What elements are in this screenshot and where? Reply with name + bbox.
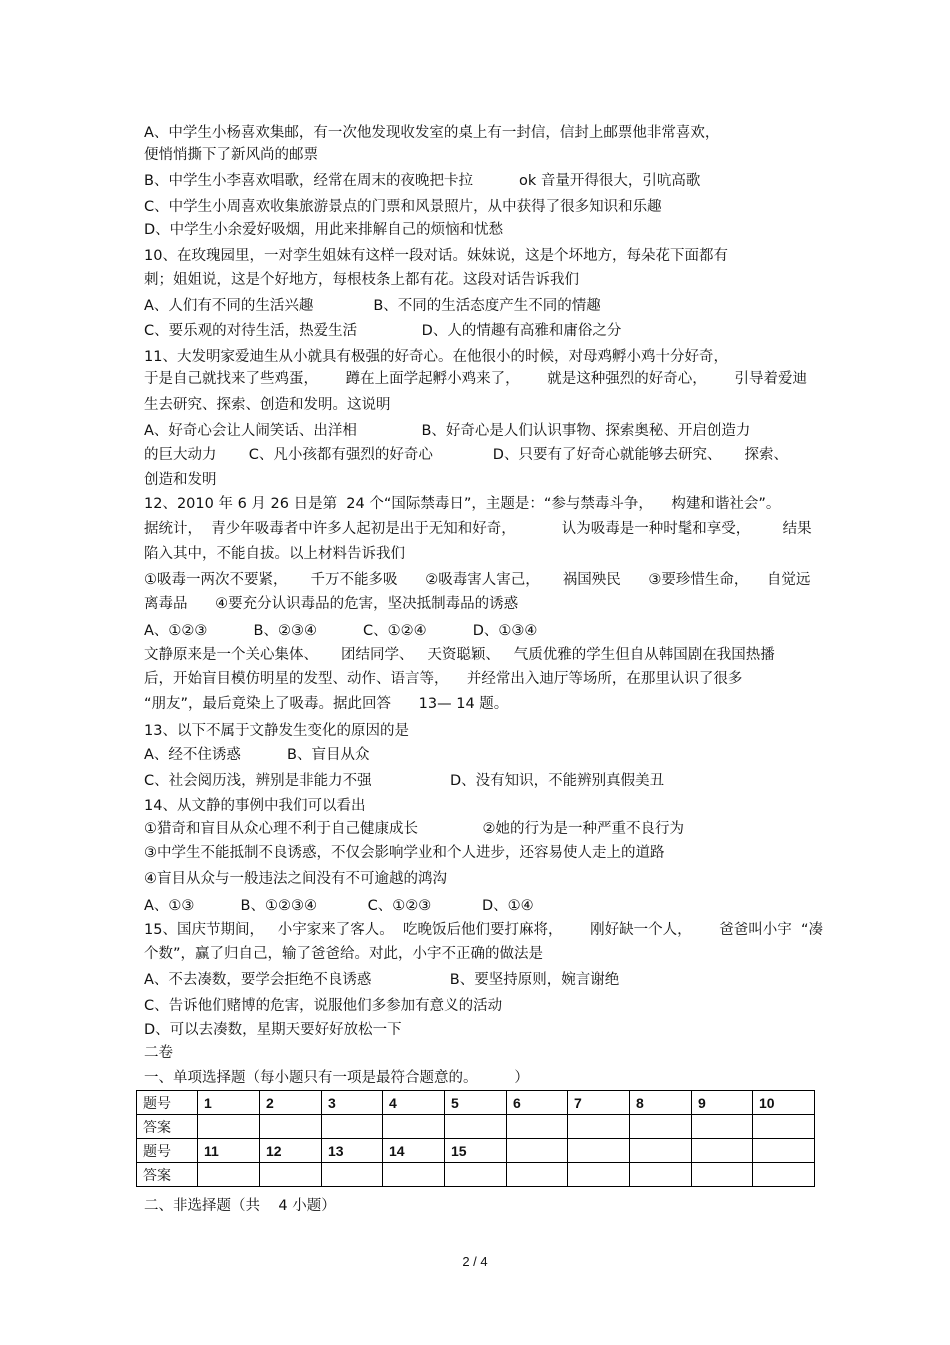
- table-row: [137, 1091, 815, 1115]
- table-cell: [260, 1115, 322, 1139]
- table-cell: 3: [322, 1091, 383, 1115]
- text-line: ④盲目从众与一般违法之间没有不可逾越的鸿沟: [144, 871, 447, 887]
- text-line: 生去研究、探索、创造和发明。这说明: [144, 397, 391, 413]
- text-line: D、可以去凑数，星期天要好好放松一下: [144, 1022, 402, 1038]
- text-line: A、人们有不同的生活兴趣 B、不同的生活态度产生不同的情趣: [144, 298, 601, 314]
- table-cell: 14: [383, 1139, 445, 1163]
- table-cell: [383, 1115, 445, 1139]
- text-line: A、不去凑数，要学会拒绝不良诱惑 B、要坚持原则，婉言谢绝: [144, 972, 620, 988]
- text-line: B、中学生小李喜欢唱歌，经常在周末的夜晚把卡拉 ok 音量开得很大，引吭高歌: [144, 173, 701, 189]
- text-line: A、①③ B、①②③④ C、①②③ D、①④: [144, 898, 534, 914]
- table-cell: [322, 1115, 383, 1139]
- text-line: C、告诉他们赌博的危害，说服他们多参加有意义的活动: [144, 998, 503, 1014]
- text-line: 的巨大动力 C、凡小孩都有强烈的好奇心 D、只要有了好奇心就能够去研究、 探索、: [144, 447, 789, 463]
- text-line: 13、以下不属于文静发生变化的原因的是: [144, 723, 409, 739]
- table-cell: [322, 1163, 383, 1187]
- table-cell: 11: [198, 1139, 260, 1163]
- table-cell: [630, 1139, 692, 1163]
- table-cell: [753, 1163, 815, 1187]
- table-cell: [198, 1115, 260, 1139]
- row-header-cell: 答案: [137, 1163, 198, 1187]
- table-cell: [630, 1163, 692, 1187]
- table-cell: [753, 1115, 815, 1139]
- text-line: 便悄悄撕下了新风尚的邮票: [144, 147, 318, 163]
- text-line: ①吸毒一两次不要紧， 千万不能多吸 ②吸毒害人害己， 祸国殃民 ③要珍惜生命， 自觉远: [144, 572, 811, 588]
- text-line: 个数”，赢了归自己，输了爸爸给。对此，小宇不正确的做法是: [144, 946, 544, 962]
- text-line: 10、在玫瑰园里，一对孪生姐妹有这样一段对话。妹妹说，这是个坏地方，每朵花下面都有: [144, 248, 728, 264]
- text-line: 后，开始盲目模仿明星的发型、动作、语言等， 并经常出入迪厅等场所，在那里认识了很多: [144, 671, 743, 687]
- text-line: C、中学生小周喜欢收集旅游景点的门票和风景照片，从中获得了很多知识和乐趣: [144, 199, 662, 215]
- text-line: 文静原来是一个关心集体、 团结同学、 天资聪颖、 气质优雅的学生但自从韩国剧在我国热播: [144, 647, 775, 663]
- text-line: 11、大发明家爱迪生从小就具有极强的好奇心。在他很小的时候，对母鸡孵小鸡十分好奇，: [144, 349, 728, 365]
- text-line: 创造和发明: [144, 472, 217, 488]
- table-cell: 13: [322, 1139, 383, 1163]
- answer-table: [136, 1090, 815, 1187]
- text-line: 12、2010 年 6 月 26 日是第 24 个“国际禁毒日”，主题是：“参与禁毒斗争， 构建和谐社会”。: [144, 496, 781, 512]
- text-line: 二卷: [144, 1045, 173, 1061]
- table-cell: [260, 1163, 322, 1187]
- text-line: 离毒品 ④要充分认识毒品的危害，坚决抵制毒品的诱惑: [144, 596, 519, 612]
- table-cell: [445, 1115, 507, 1139]
- text-line: ③中学生不能抵制不良诱惑，不仅会影响学业和个人进步，还容易使人走上的道路: [144, 845, 665, 861]
- row-header-cell: 题号: [137, 1091, 198, 1115]
- text-line: A、①②③ B、②③④ C、①②④ D、①③④: [144, 623, 538, 639]
- table-cell: 2: [260, 1091, 322, 1115]
- text-line: 14、从文静的事例中我们可以看出: [144, 798, 366, 814]
- text-line: C、要乐观的对待生活，热爱生活 D、人的情趣有高雅和庸俗之分: [144, 323, 622, 339]
- table-cell: [198, 1163, 260, 1187]
- table-cell: [692, 1139, 753, 1163]
- table-cell: 4: [383, 1091, 445, 1115]
- table-cell: 10: [753, 1091, 815, 1115]
- table-cell: 9: [692, 1091, 753, 1115]
- table-cell: [692, 1115, 753, 1139]
- table-cell: 1: [198, 1091, 260, 1115]
- table-cell: [568, 1115, 630, 1139]
- table-cell: 15: [445, 1139, 507, 1163]
- table-cell: [753, 1139, 815, 1163]
- text-line: C、社会阅历浅，辨别是非能力不强 D、没有知识，不能辨别真假美丑: [144, 773, 665, 789]
- table-row: [137, 1115, 815, 1139]
- table-cell: 7: [568, 1091, 630, 1115]
- table-cell: [692, 1163, 753, 1187]
- table-cell: 8: [630, 1091, 692, 1115]
- text-line: D、中学生小余爱好吸烟，用此来排解自己的烦恼和忧愁: [144, 222, 504, 238]
- table-cell: [507, 1139, 568, 1163]
- table-cell: [630, 1115, 692, 1139]
- text-line: A、好奇心会让人闹笑话、出洋相 B、好奇心是人们认识事物、探索奥秘、开启创造力: [144, 423, 751, 439]
- table-cell: [507, 1115, 568, 1139]
- table-cell: [445, 1163, 507, 1187]
- text-line: 一、单项选择题（每小题只有一项是最符合题意的。 ）: [144, 1070, 529, 1086]
- row-header-cell: 答案: [137, 1115, 198, 1139]
- text-line: “朋友”，最后竟染上了吸毒。据此回答 13— 14 题。: [144, 696, 509, 712]
- text-line: A、经不住诱惑 B、盲目从众: [144, 747, 370, 763]
- table-cell: 5: [445, 1091, 507, 1115]
- text-line: 据统计， 青少年吸毒者中许多人起初是出于无知和好奇， 认为吸毒是一种时髦和享受， 结果: [144, 521, 812, 537]
- page-number: 2 / 4: [462, 1254, 488, 1269]
- text-line: A、中学生小杨喜欢集邮，有一次他发现收发室的桌上有一封信，信封上邮票他非常喜欢，: [144, 125, 720, 141]
- table-cell: [507, 1163, 568, 1187]
- text-line: 陷入其中，不能自拔。以上材料告诉我们: [144, 546, 405, 562]
- table-cell: [568, 1163, 630, 1187]
- table-cell: [568, 1139, 630, 1163]
- section-2-heading: 二、非选择题（共 4 小题）: [144, 1198, 336, 1214]
- text-line: ①猎奇和盲目从众心理不利于自己健康成长 ②她的行为是一种严重不良行为: [144, 821, 685, 837]
- table-cell: 12: [260, 1139, 322, 1163]
- text-line: 于是自己就找来了些鸡蛋， 蹲在上面学起孵小鸡来了， 就是这种强烈的好奇心， 引导着爱迪: [144, 371, 807, 387]
- table-cell: [383, 1163, 445, 1187]
- row-header-cell: 题号: [137, 1139, 198, 1163]
- table-row: [137, 1139, 815, 1163]
- text-line: 15、国庆节期间， 小宇家来了客人。 吃晚饭后他们要打麻将， 刚好缺一个人， 爸爸叫小宇 “凑: [144, 922, 824, 938]
- table-row: [137, 1163, 815, 1187]
- table-cell: 6: [507, 1091, 568, 1115]
- text-line: 刺；姐姐说，这是个好地方，每根枝条上都有花。这段对话告诉我们: [144, 272, 579, 288]
